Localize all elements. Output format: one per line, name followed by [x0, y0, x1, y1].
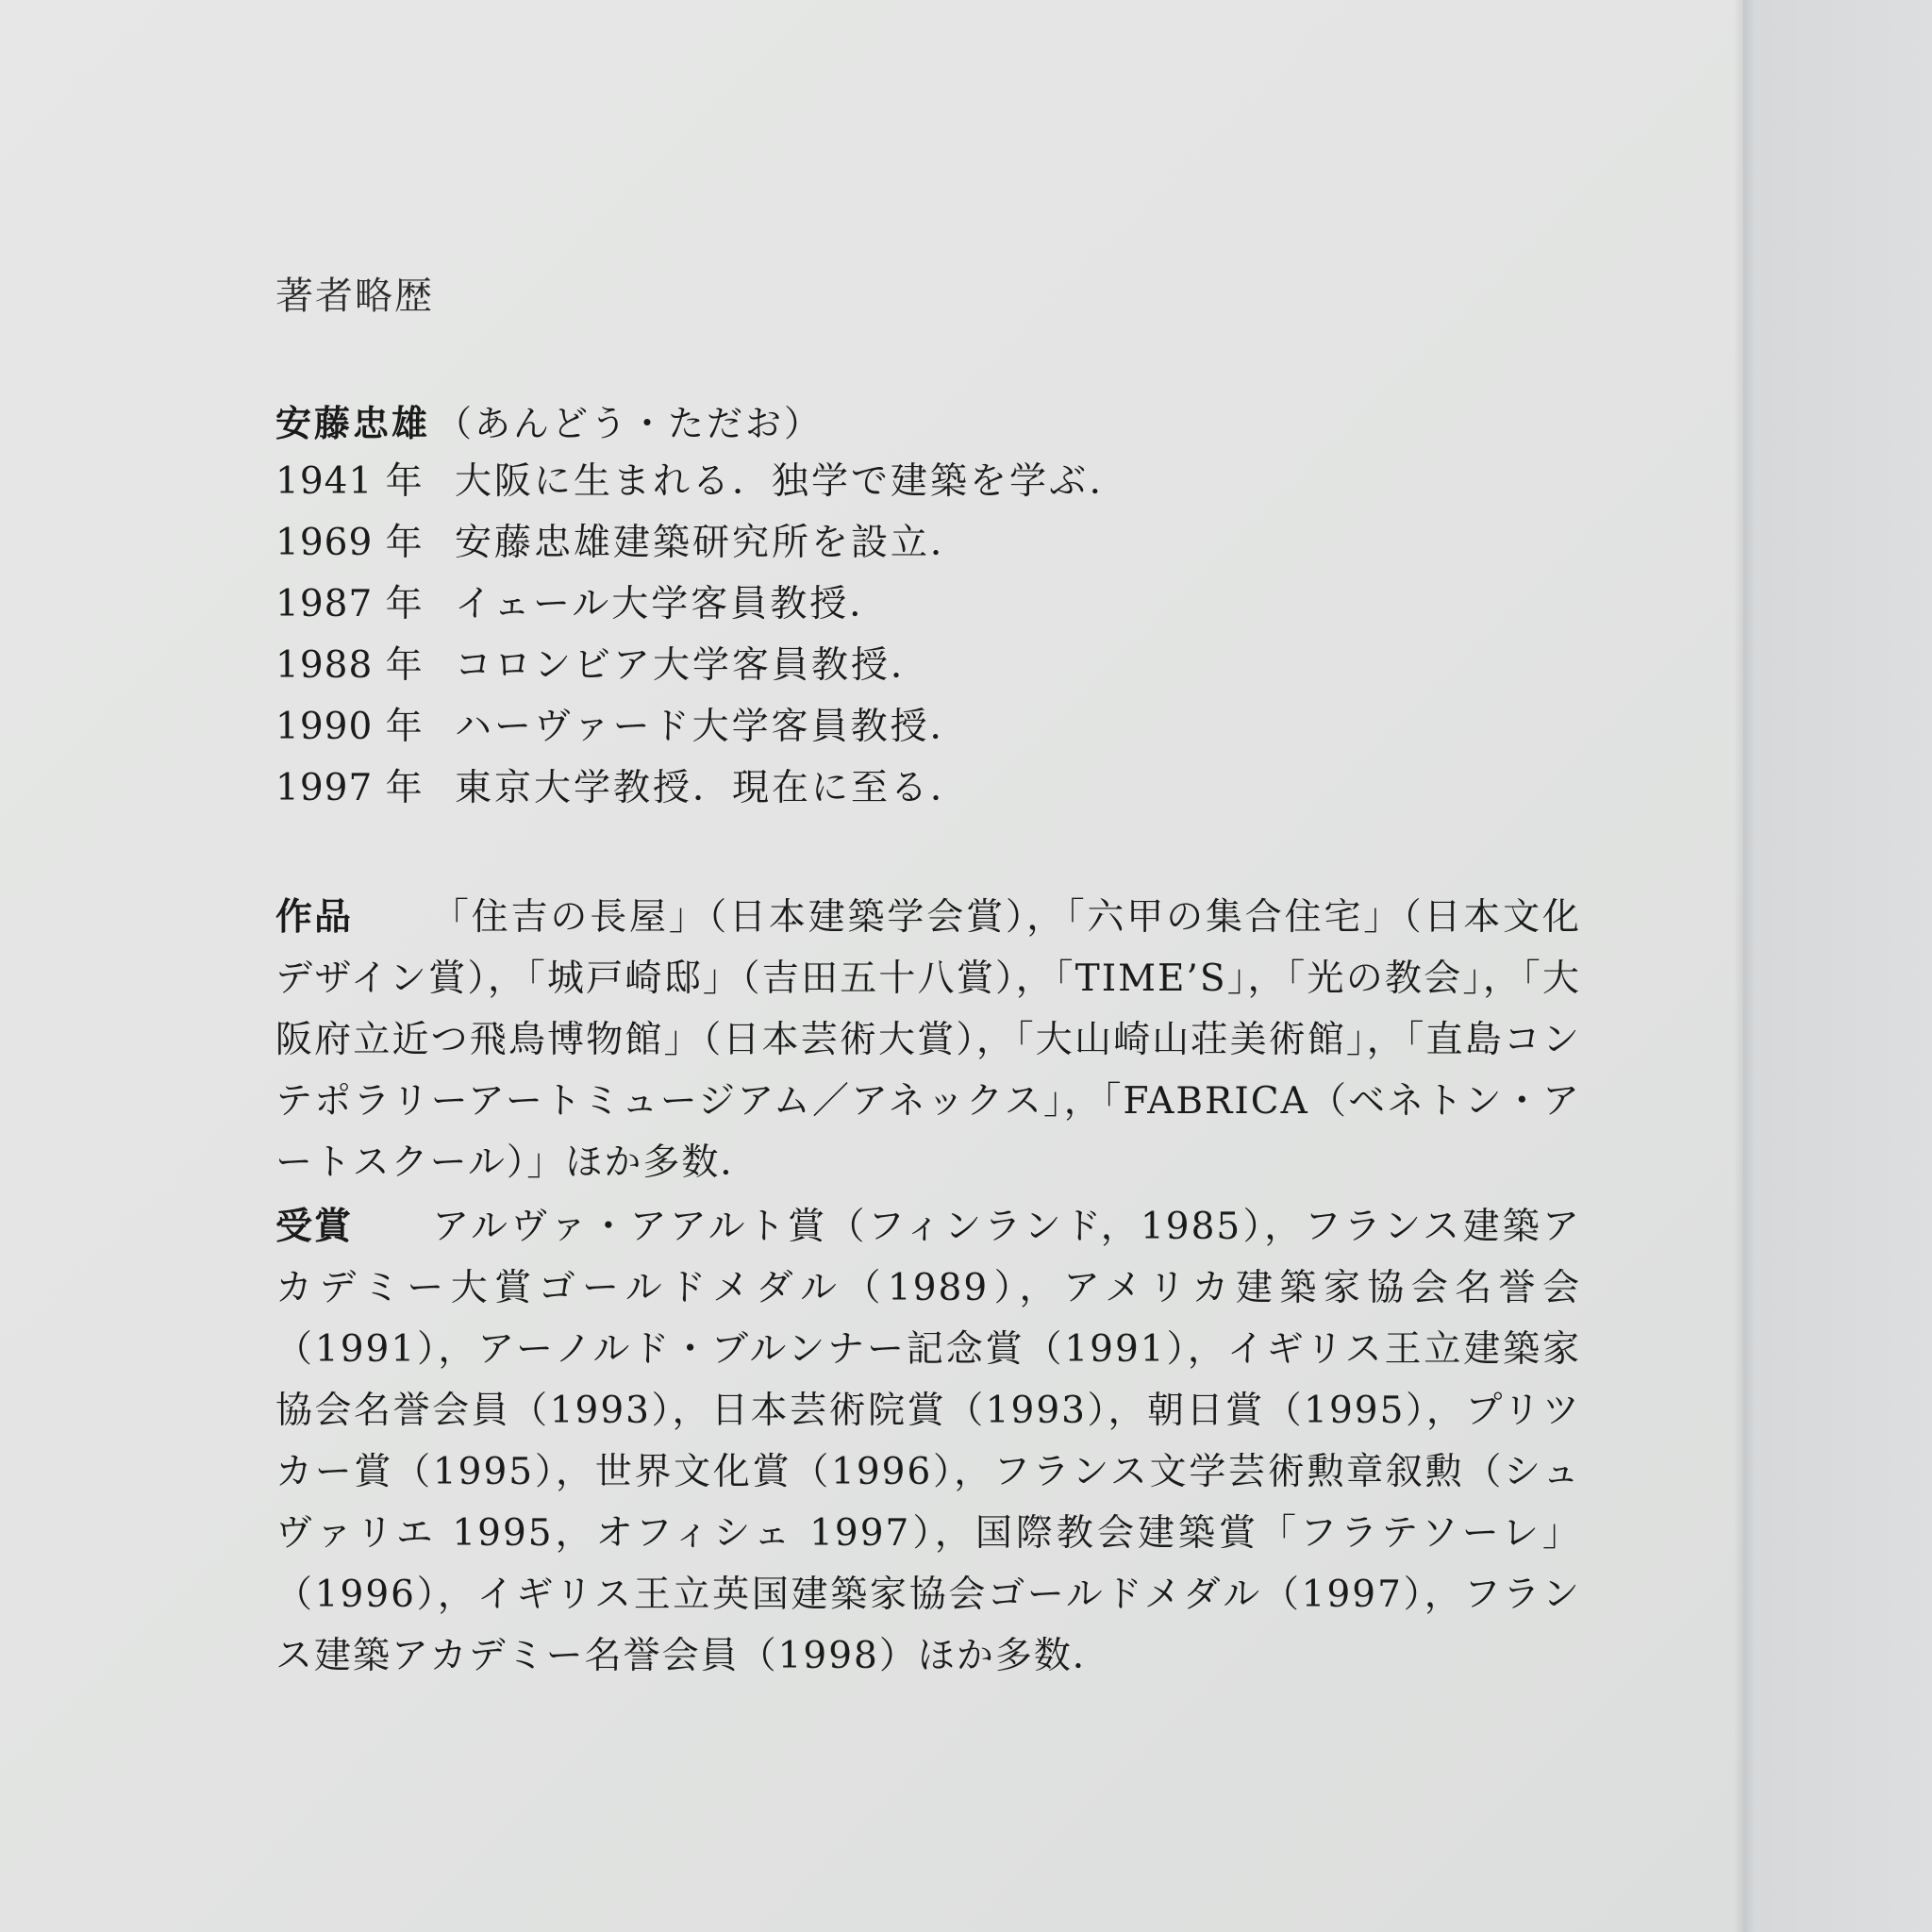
timeline-year: 1987 年: [275, 583, 424, 625]
awards-text: アルヴァ・アアルト賞（フィンランド，1985），フランス建築アカデミー大賞ゴールドメダル（1989），アメリカ建築家協会名誉会（1991），アーノルド・ブルンナー記念賞（1991），イギリス王立建築家協会名誉会員（1993），日本芸術院賞（1993），朝日賞（1995），プリツカー賞（1995），世界文化賞（1996），フランス文学芸術勲章叙勲（シュヴァリエ 1995，オフィシェ 1997），国際教会建築賞「フラテソーレ」（1996），イギリス王立英国建築家協会ゴールドメダル（1997），フランス建築アカデミー名誉会員（1998）ほか多数．: [275, 1206, 1581, 1677]
timeline-event: ハーヴァード大学客員教授．: [455, 706, 970, 748]
timeline-year: 1969 年: [275, 522, 424, 564]
timeline-entry: [275, 635, 1581, 696]
awards-section: [275, 1196, 1581, 1687]
works-text: 「住吉の長屋」（日本建築学会賞），「六甲の集合住宅」（日本文化デザイン賞），「城戸崎邸」（吉田五十八賞），「TIME’S」，「光の教会」，「大阪府立近つ飛鳥博物館」（日本芸術大賞），「大山崎山荘美術館」，「直島コンテポラリーアートミュージアム／アネックス」，「FABRICA（ベネトン・アートスクール）」ほか多数．: [275, 896, 1581, 1184]
timeline-year: 1997 年: [275, 767, 424, 809]
works-section: [275, 887, 1581, 1193]
timeline-event: 安藤忠雄建築研究所を設立．: [455, 522, 971, 564]
timeline-year: 1941 年: [275, 460, 424, 503]
timeline-year: 1990 年: [275, 706, 424, 748]
timeline-year: 1988 年: [275, 644, 424, 687]
author-reading: （あんどう・ただお）: [436, 403, 824, 444]
timeline-entry: [275, 696, 1581, 758]
timeline-event: 大阪に生まれる．独学で建築を学ぶ．: [455, 460, 1129, 503]
career-timeline: [275, 451, 1581, 819]
timeline-event: コロンビア大学客員教授．: [455, 644, 931, 687]
timeline-entry: [275, 758, 1581, 819]
works-label: 作品: [275, 896, 354, 939]
timeline-event: イェール大学客員教授．: [455, 583, 890, 625]
timeline-entry: [275, 512, 1581, 574]
timeline-entry: [275, 451, 1581, 512]
timeline-event: 東京大学教授．現在に至る．: [455, 767, 971, 809]
awards-label: 受賞: [275, 1206, 354, 1248]
timeline-entry: [275, 574, 1581, 635]
section-heading: 著者略歴: [275, 275, 434, 318]
page-edge: [1743, 0, 1932, 1932]
author-line: [275, 394, 1581, 446]
author-name: 安藤忠雄: [275, 403, 431, 444]
